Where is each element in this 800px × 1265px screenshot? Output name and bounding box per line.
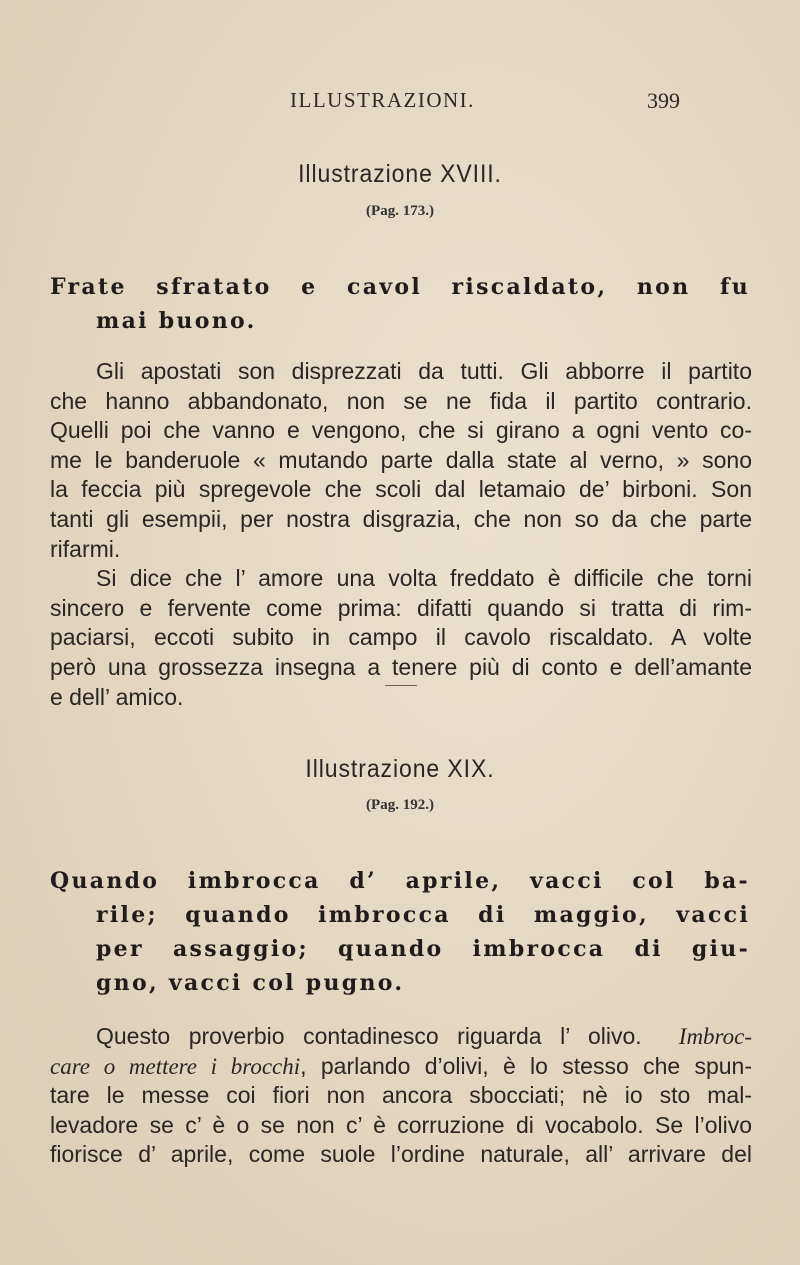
proverb-xviii	[50, 270, 750, 338]
page-reference-xix: (Pag. 192.)	[366, 797, 434, 813]
text-line: Si dice che l’ amore una volta freddato è difficile che torni	[96, 565, 752, 592]
proverb-line: mai buono.	[96, 308, 257, 334]
proverb-line: rile; quando imbrocca di maggio, vacci	[96, 902, 750, 928]
text-line: la feccia più spregevole che scoli dal letamaio de’ birboni. Son	[50, 476, 752, 503]
text-line: che hanno abbandonato, non se ne fida il partito contrario.	[50, 387, 752, 414]
body-text-xix	[50, 1022, 752, 1170]
text-line: me le banderuole « mutando parte dalla state al verno, » sono	[50, 446, 752, 473]
proverb-line: Frate sfratato e cavol riscaldato, non fu	[50, 274, 750, 300]
text-line: fiorisce d’ aprile, come suole l’ordine naturale, all’ arrivare del	[50, 1141, 752, 1168]
proverb-line: Quando imbrocca d’ aprile, vacci col ba-	[50, 868, 750, 894]
page-reference-xviii: (Pag. 173.)	[366, 203, 434, 219]
running-head	[290, 88, 680, 114]
text-line: Gli apostati son disprezzati da tutti. Gli abborre il partito	[96, 358, 752, 384]
running-title: ILLUSTRAZIONI.	[290, 88, 475, 112]
section-divider	[385, 685, 417, 686]
text-line: sincero e fervente come prima: difatti quando si tratta di rim-	[50, 594, 752, 621]
italic-term: care o mettere i brocchi	[50, 1053, 301, 1079]
text-line: levadore se c’ è o se non c’ è corruzione di vocabolo. Se l’olivo	[50, 1111, 752, 1138]
text-line: tare le messe coi fiori non ancora sbocciati; nè io sto mal-	[50, 1082, 752, 1109]
text-line: rifarmi.	[50, 535, 121, 562]
proverb-xix	[50, 864, 750, 1000]
text-segment: Questo proverbio contadinesco riguarda l’ olivo.	[96, 1023, 642, 1049]
illustration-title-xix: Illustrazione XIX.	[305, 755, 495, 783]
text-line: e dell’ amico.	[50, 683, 184, 710]
proverb-line: gno, vacci col pugno.	[96, 970, 405, 996]
body-text-xviii	[50, 357, 752, 712]
italic-term: Imbroc-	[678, 1024, 753, 1049]
text-line: Quelli poi che vanno e vengono, che si girano a ogni vento co-	[50, 417, 752, 444]
text-line: tanti gli esempii, per nostra disgrazia, che non so da che parte	[50, 505, 752, 532]
proverb-line: per assaggio; quando imbrocca di giu-	[96, 936, 750, 962]
text-line	[50, 1022, 752, 1052]
text-segment: , parlando d’olivi, è lo stesso che spun-	[300, 1052, 753, 1079]
text-line: però una grossezza insegna a tenere più di conto e dell’amante	[50, 653, 752, 680]
text-line: paciarsi, eccoti subito in campo il cavolo riscaldato. A volte	[50, 624, 752, 651]
illustration-title-xviii: Illustrazione XVIII.	[298, 160, 502, 188]
page-number: 399	[647, 88, 680, 113]
text-line	[50, 1052, 752, 1082]
